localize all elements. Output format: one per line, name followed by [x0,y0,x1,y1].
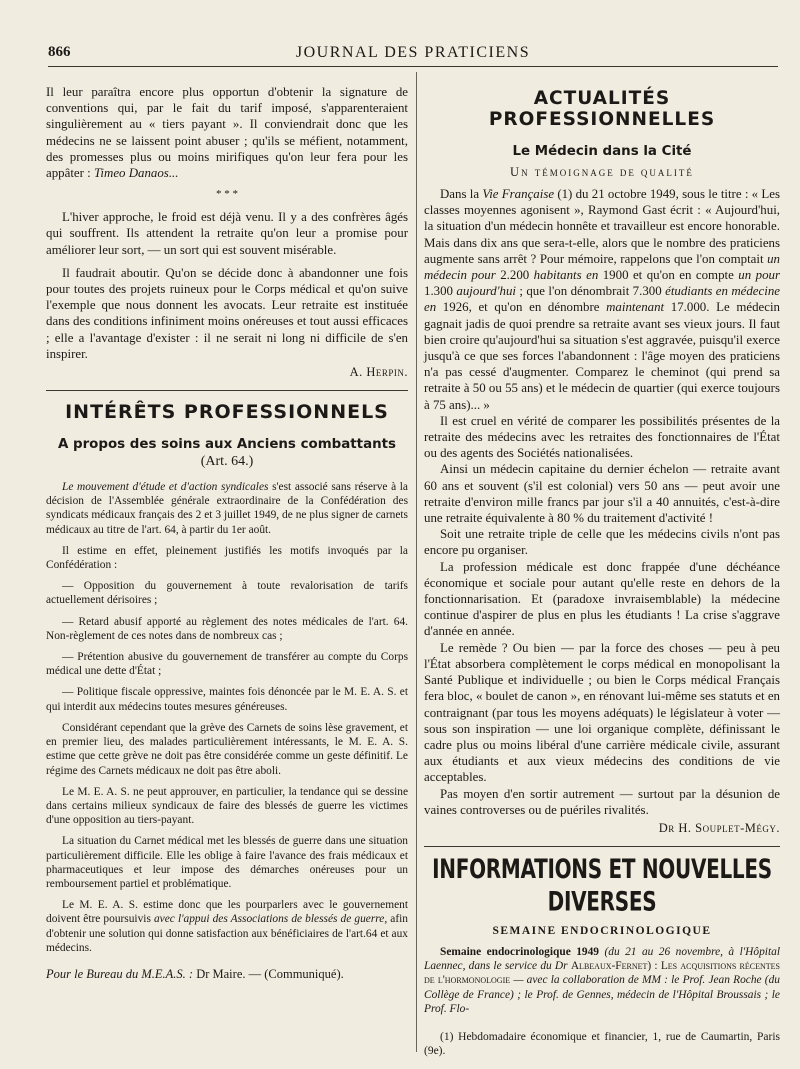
right-paragraph-4: Soit une retraite triple de celle que les médecins civils n'ont pas encore pu organiser. [424,527,780,558]
article-title-medecin-cite: Le Médecin dans la Cité [512,144,692,159]
signature-souplet-megy: Dr H. Souplet-Mégy. [658,820,780,835]
separator-stars: * * * [216,188,238,201]
article-bullet-3: — Prétention abusive du gouvernement de transférer au compte du Corps médical une dette d'État ; [46,651,408,678]
article-paragraph-4: Le M. E. A. S. ne peut approuver, en particulier, la tendance qui se dessine dans certains milieux syndicaux de faire des blessés de guerre les victimes d'une opposition au tiers-payant. [46,785,408,827]
intro-paragraph: Il leur paraîtra encore plus opportun d'obtenir la signature de conventions qui, par le fait du tarif imposé, s'apparenteraient singulièrement au « tiers payant ». Il conviendrait donc que les médecins ne se laissent point abuser ; qu'ils se méfient, notamment, des promesses plus ou moins mirifiques qu'on leur fera pour les appâter : Timeo Danaos... [46,85,408,181]
section-rule-right [424,846,780,847]
article-bullet-2: — Retard abusif apporté au règlement des notes médicales de l'art. 64. Non-règlement de ces notes dans de nombreux cas ; [46,615,408,642]
article-paragraph-3: Considérant cependant que la grève des Carnets de soins lèse gravement, et en premier lieu, des malades particulièrement intéressants, le M. E. A. S. estime que cette grève ne doit pas être considérée comme un geste définitif. Le régime des Carnets médicaux ne doit pas être aboli. [46,721,408,777]
info-paragraph: Semaine endocrinologique 1949 (du 21 au 26 novembre, à l'Hôpital Laennec, dans le service du Dr Albeaux-Fernet) : Les acquisitions récentes de l'hormonologie — avec la collaboration de MM : le Prof. Jean Roche (du Collège de France) ; le Prof. de Gennes, médecin de l'Hôpital Broussais ; le Prof. Flo- [424,945,780,1015]
paragraph-winter: L'hiver approche, le froid est déjà venu. Il y a des confrères âgés qui souffrent. Ils attendent la retraite qu'on leur a promise pour améliorer leur sort, — un sort qui est souvent misérable. [46,210,408,257]
right-paragraph-1: Dans la Vie Française (1) du 21 octobre 1949, sous le titre : « Les classes moyennes agonisent », Raymond Gast écrit : « Aujourd'hui, la situation d'un médecin honnête et travailleur est encore honorable. Mais dans dix ans que sera-t-elle, alors que le nombre des praticiens augmente sans arrêt ? Pour mémoire, rappelons que l'on comptait un médecin pour 2.200 habitants en 1900 et qu'on en compte un pour 1.300 aujourd'hui ; que l'on dénombrait 7.300 étudiants en médecine en 1926, et qu'on en dénombre maintenant 17.000. Le médecin gagnait jadis de quoi prendre sa retraite avant ses vieux jours. Il faut bien croire qu'aujourd'hui sa situation s'est aggravée, puisqu'il exerce jusqu'à ce que ses forces l'abandonnent : l'âge moyen des praticiens n'a pas cessé d'augmenter. Comparez le cheminot (qui prend sa retraite à 50 ou 55 ans) et le médecin de quartier (qui exerce toujours à 75 ans)... » [424,187,780,412]
right-paragraph-6: Le remède ? Ou bien — par la force des choses — peu à peu l'État absorbera complètement le corps médical en monopolisant la Santé Publique et individuelle ; ou bien le Corps médical Français fera bloc, « boulet de canon », en rénovant lui-même ses statuts et en contraignant (par tous les moyens adéquats) le législateur à voter — sous son inspiration — une loi organique complète, définissant le cadre plus ou moins libéral d'une carrière médicale civile, assurant aux étudiants et aux vieux médecins des conditions de vie acceptables. [424,640,780,785]
article-bullet-4: — Politique fiscale oppressive, maintes fois dénoncée par le M. E. A. S. et qui interdit aux médecins toutes mesures généreuses. [46,686,408,713]
section-title-informations: INFORMATIONS ET NOUVELLES DIVERSES [432,852,772,918]
article-bullet-1: — Opposition du gouvernement à toute revalorisation de tarifs actuellement dérisoires ; [46,580,408,607]
article-paragraph-6: Le M. E. A. S. estime donc que les pourparlers avec le gouvernement doivent être poursuivis avec l'appui des Associations de blessés de guerre, afin d'obtenir une solution qui donne satisfaction aux bénéficiaires de l'art.64 et aux médecins. [46,899,408,954]
journal-title: JOURNAL DES PRATICIENS [295,44,531,61]
column-divider [416,72,417,1052]
right-paragraph-2: Il est cruel en vérité de comparer les possibilités présentes de la retraite des médecins avec les retraites des fonctionnaires de l'État ou des agents des Sociétés nationalisées. [424,413,780,461]
article-paragraph-5: La situation du Carnet médical met les blessés de guerre dans une situation particulièrement difficile. Elle les oblige à faire l'avance des frais médicaux et pharmaceutiques et leur impose des démarches onéreuses pour un remboursement partiel et problématique. [46,835,408,890]
article-footer: Pour le Bureau du M.E.A.S. : Dr Maire. — (Communiqué). [46,966,344,981]
article-kicker: Un témoignage de qualité [510,165,694,179]
page-header [48,42,778,67]
right-paragraph-7: Pas moyen d'en sortir autrement — surtout par la désunion de vaines controverses ou de puériles rivalités. [424,786,780,817]
section-title-interets: INTÉRÊTS PROFESSIONNELS [65,401,389,424]
subsection-title-endocrinologique: SEMAINE ENDOCRINOLOGIQUE [492,924,712,937]
footnote: (1) Hebdomadaire économique et financier, 1, rue de Caumartin, Paris (9e). [424,1030,780,1057]
article-title-anciens-combattants: A propos des soins aux Anciens combattants [57,437,397,453]
article-paragraph-1: Le mouvement d'étude et d'action syndicales s'est associé sans réserve à la décision de l'Assemblée générale extraordinaire de la Confédération des syndicats médicaux français des 2 et 3 juillet 1949, de ne plus signer de carnets médicaux au titre de l'art. 64, à partir du 1er août. [46,481,408,536]
right-paragraph-3: Ainsi un médecin capitaine du dernier échelon — retraite avant 60 ans et souvent (s'il est colonial) vers 50 ans — peut avoir une retraite d'environ mille francs par jour s'il a 40 annuités, c'est-à-dire une retraite équivalente à 80 % du traitement d'activité ! [424,462,780,526]
section-rule [46,390,408,391]
article-paragraph-2: Il estime en effet, pleinement justifiés les motifs invoqués par la Confédération : [46,544,408,572]
section-title-actualites: ACTUALITÉS PROFESSIONNELLES [488,88,716,130]
right-paragraph-5: La profession médicale est donc frappée d'une déchéance économique et sociale pour autant qu'elle reste en dehors de la fonctionnarisation. Et (paradoxe invraisemblable) la médecine continue d'aspirer de plus en plus les étudiants ! La crise s'aggrave d'année en année. [424,559,780,639]
signature-herpin: A. Herpin. [349,365,408,380]
page-number: 866 [48,44,71,60]
right-column [424,84,780,1058]
left-column [46,84,408,982]
article-subtitle: (Art. 64.) [200,454,254,470]
intro-quote: Timeo Danaos... [93,166,179,181]
paragraph-finish: Il faudrait aboutir. Qu'on se décide donc à abandonner une fois pour toutes des projets ruineux pour le Corps médical et qu'on suive l'exemple que nous donnent les avocats. Leur retraite est instituée dans des conditions infiniment moins onéreuses et tout aussi efficaces ; elle a l'avantage d'exister : il ne serait ni long ni difficile de s'en inspirer. [46,265,408,361]
